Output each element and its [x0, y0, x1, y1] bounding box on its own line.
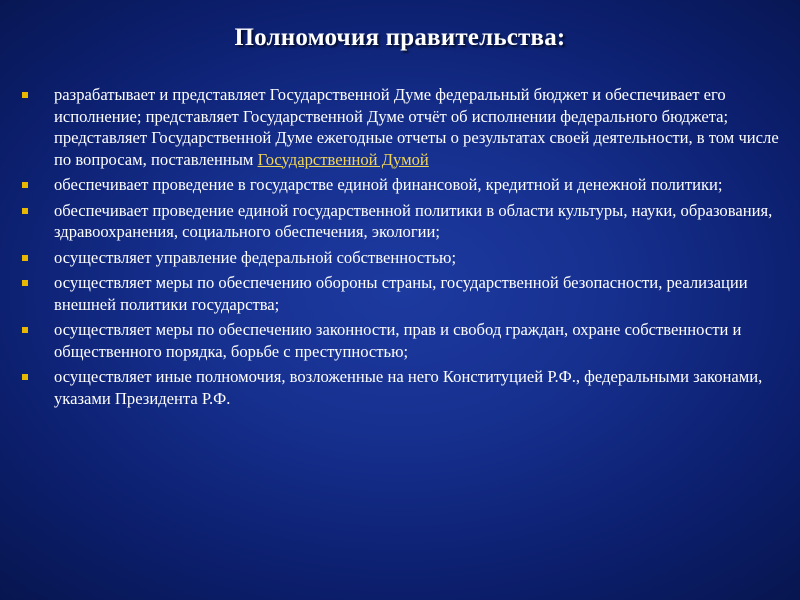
square-bullet-icon — [22, 327, 28, 333]
square-bullet-icon — [22, 92, 28, 98]
list-item-text: обеспечивает проведение единой государственной политики в области культуры, науки, образования, здравоохранения, социального обеспечения, экологии; — [54, 200, 773, 241]
square-bullet-icon — [22, 255, 28, 261]
square-bullet-icon — [22, 280, 28, 286]
list-item-text: разрабатывает и представляет Государственной Думе федеральный бюджет и обеспечивает его исполнение; представляет Государственной Думе отчёт об исполнении федерального бюджета; представляет Государственной Думе ежегодные отчеты о результатах своей деятельности, в том числе по вопросам, поставленным — [54, 85, 779, 169]
list-item-social-policy — [22, 200, 780, 243]
list-item-text: обеспечивает проведение в государстве единой финансовой, кредитной и денежной политики; — [54, 175, 723, 194]
slide-title: Полномочия правительства: — [234, 24, 566, 51]
list-item-budget — [22, 84, 780, 170]
list-item-text: осуществляет меры по обеспечению обороны страны, государственной безопасности, реализации внешней политики государства; — [54, 273, 748, 314]
square-bullet-icon — [22, 182, 28, 188]
list-item-financial-policy — [22, 174, 780, 196]
list-item-law-order — [22, 319, 780, 362]
square-bullet-icon — [22, 374, 28, 380]
list-item-other-powers — [22, 366, 780, 409]
list-item-federal-property — [22, 247, 780, 269]
list-item-text: осуществляет меры по обеспечению законности, прав и свобод граждан, охране собственности и общественного порядка, борьбе с преступностью; — [54, 320, 742, 361]
list-item-text: осуществляет управление федеральной собственностью; — [54, 247, 457, 267]
square-bullet-icon — [22, 208, 28, 214]
list-item-defense — [22, 272, 780, 315]
list-item-text: осуществляет иные полномочия, возложенные на него Конституцией Р.Ф., федеральными законами, указами Президента Р.Ф. — [54, 367, 763, 408]
powers-list — [22, 84, 780, 413]
state-duma-link[interactable]: Государственной Думой — [257, 149, 429, 169]
